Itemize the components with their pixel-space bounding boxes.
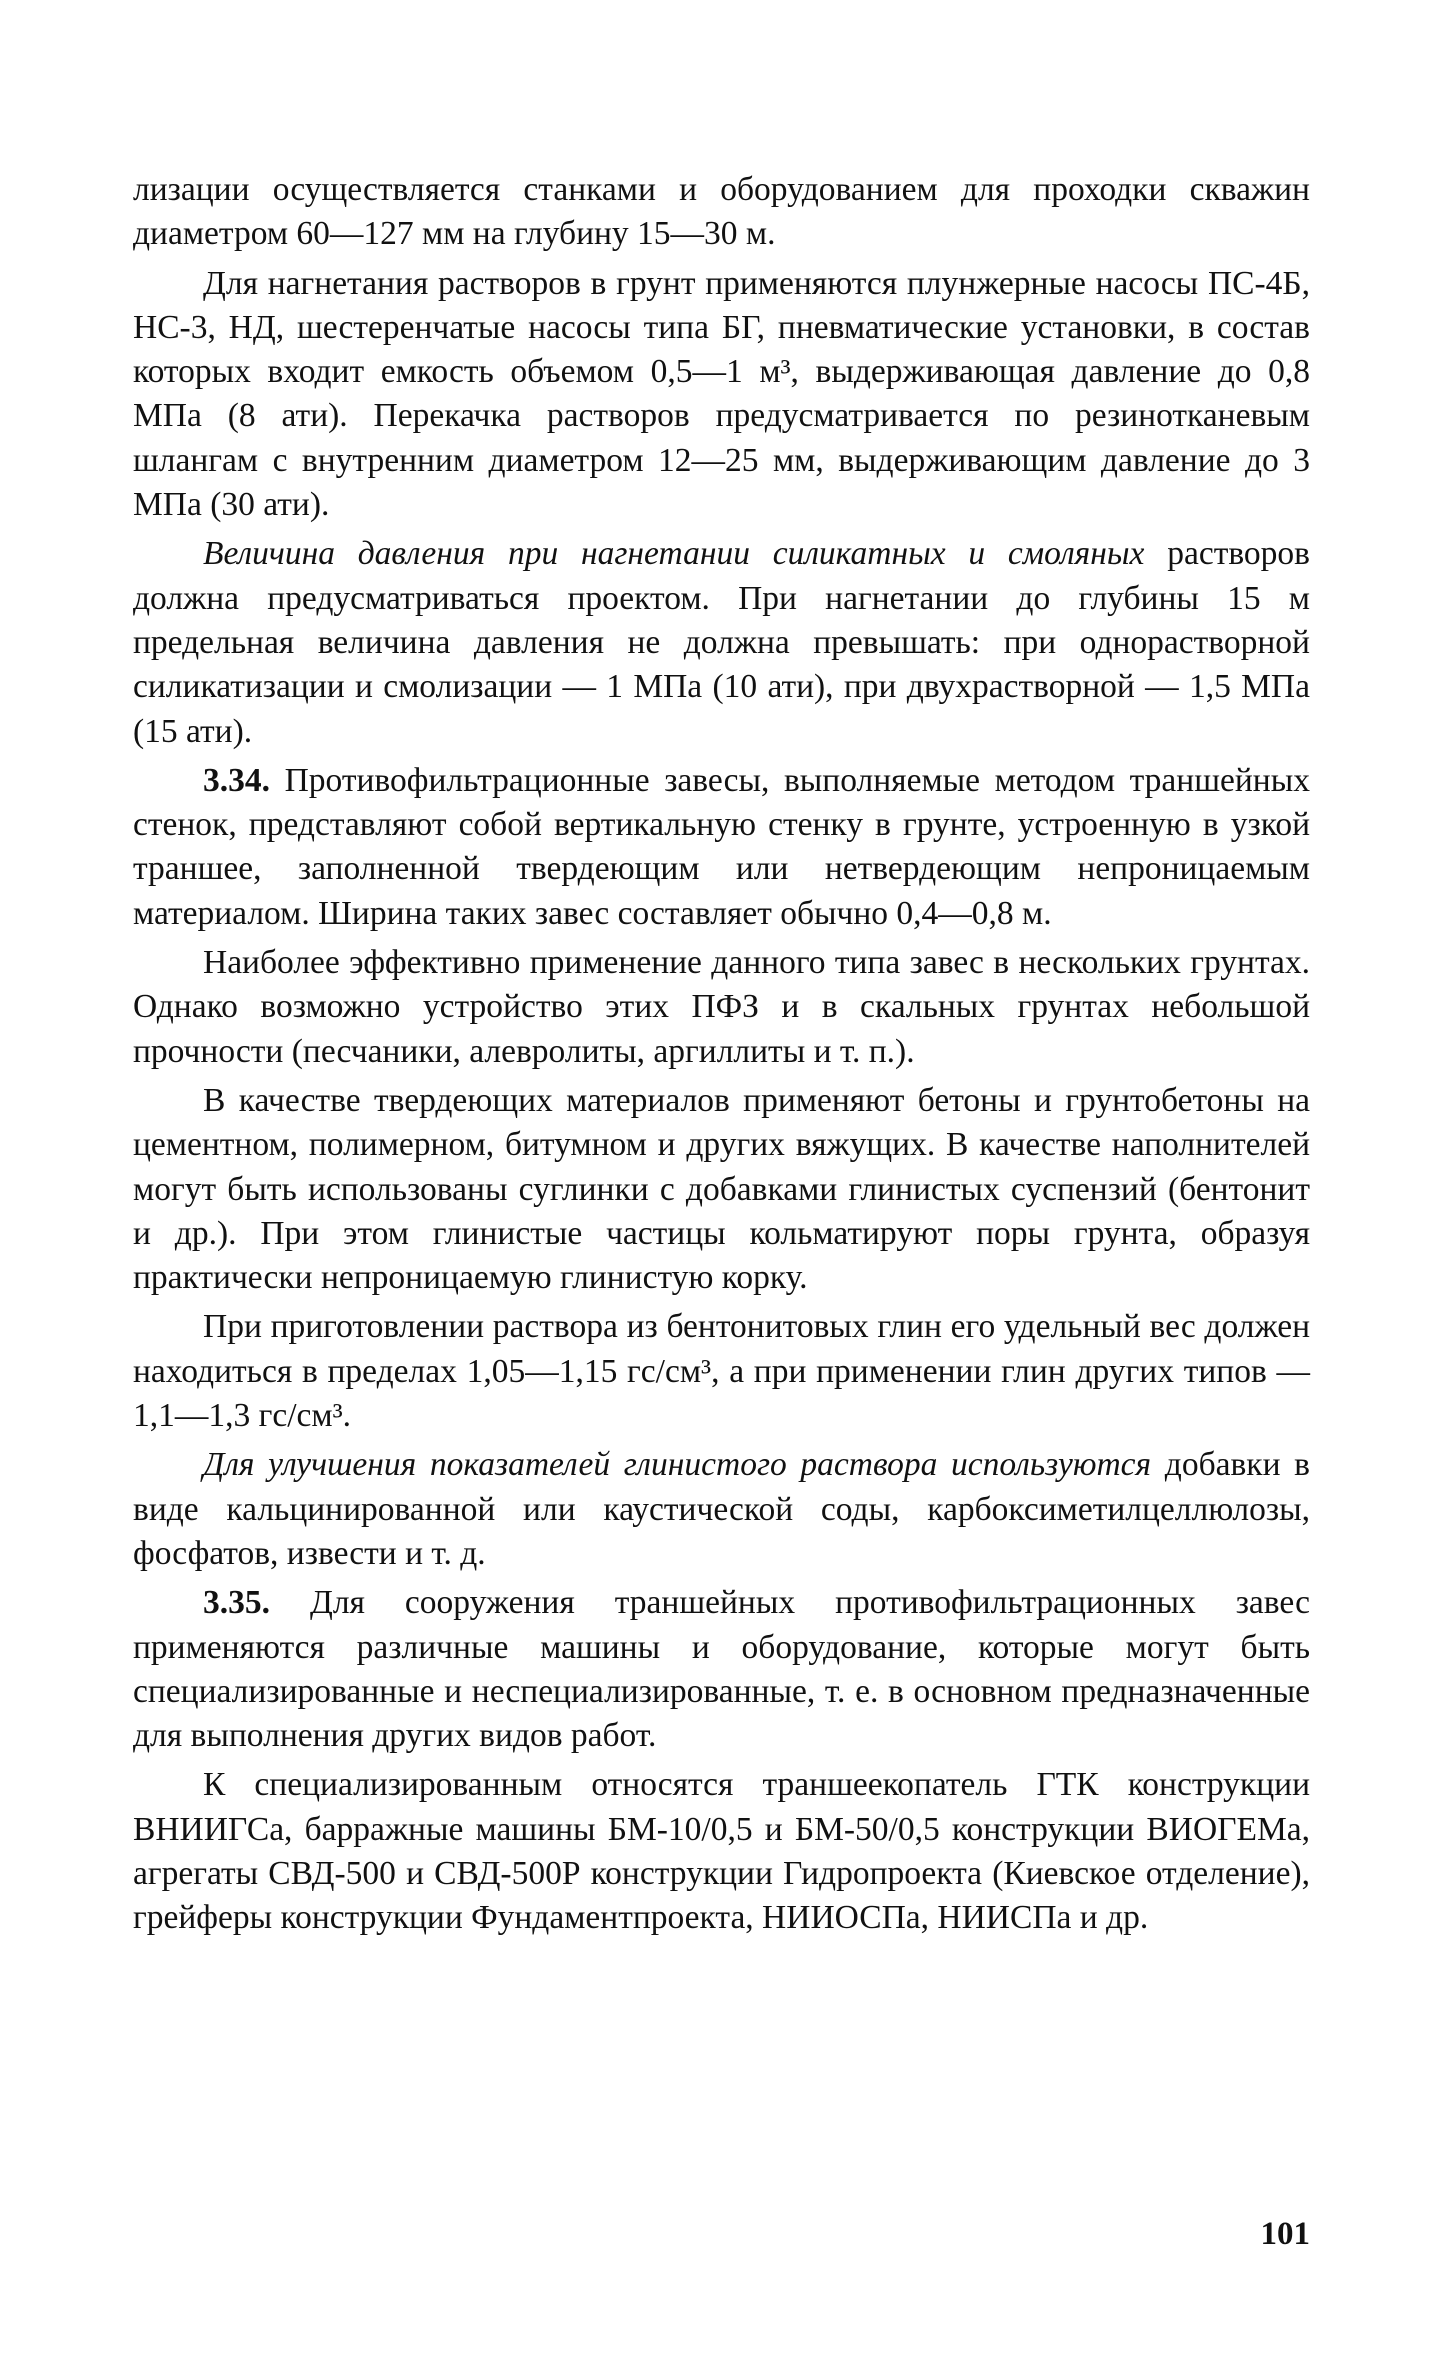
paragraph-specialized-machines: К специализированным относятся траншеекопатель ГТК конструкции ВНИИГСа, барражные машины БМ-10/0,5 и БМ-50/0,5 конструкции ВИОГЕМа, агрегаты СВД-500 и СВД-500Р конструкции Гидропроекта (Киевское отделение), грейферы конструкции Фундаментпроекта, НИИОСПа, НИИСПа и др. <box>133 1766 1310 1937</box>
page-text <box>133 168 1310 1946</box>
additives-body: добавки в виде кальцинированной или каустической соды, карбоксиметилцеллюлозы, фосфатов, извести и т. д. <box>133 1446 1310 1572</box>
paragraph-pressure <box>133 532 1310 753</box>
paragraph-continuation: лизации осуществляется станками и оборудованием для проходки скважин диаметром 60—127 мм на глубину 15—30 м. <box>133 171 1310 253</box>
paragraph-effectiveness: Наиболее эффективно применение данного типа завес в нескольких грунтах. Однако возможно устройство этих ПФЗ и в скальных грунтах небольшой прочности (песчаники, алевролиты, аргиллиты и т. п.). <box>133 944 1310 1070</box>
additives-emphasis: Для улучшения показателей глинистого раствора используются <box>203 1446 1152 1484</box>
section-3-35-body: Для сооружения траншейных противофильтрационных завес применяются различные машины и оборудование, которые могут быть специализированные и неспециализированные, т. е. в основном предназначенные для выполнения других видов работ. <box>133 1584 1310 1755</box>
paragraph-materials: В качестве твердеющих материалов применяют бетоны и грунтобетоны на цементном, полимерном, битумном и других вяжущих. В качестве наполнителей могут быть использованы суглинки с добавками глинистых суспензий (бентонит и др.). При этом глинистые частицы кольматируют поры грунта, образуя практически непроницаемую глинистую корку. <box>133 1081 1310 1297</box>
paragraph-bentonite: При приготовлении раствора из бентонитовых глин его удельный вес должен находиться в пределах 1,05—1,15 гс/см³, а при применении глин других типов — 1,1—1,3 гс/см³. <box>133 1308 1310 1435</box>
pressure-body: растворов должна предусматриваться проектом. При нагнетании до глубины 15 м предельная величина давления не должна превышать: при однорастворной силикатизации и смолизации — 1 МПа (10 ати), при двухрастворной — 1,5 МПа (15 ати). <box>133 535 1310 750</box>
section-3-34 <box>133 759 1310 936</box>
section-number-3-34: 3.34. <box>203 761 270 799</box>
section-3-34-body: Противофильтрационные завесы, выполняемые методом траншейных стенок, представляют собой вертикальную стенку в грунте, устроенную в узкой траншее, заполненной твердеющим или нетвердеющим непроницаемым материалом. Ширина таких завес составляет обычно 0,4—0,8 м. <box>133 761 1310 932</box>
section-number-3-35: 3.35. <box>203 1584 270 1622</box>
paragraph-additives <box>133 1443 1310 1576</box>
pressure-emphasis: Величина давления при нагнетании силикатных и смоляных <box>203 535 1145 573</box>
paragraph-pumps: Для нагнетания растворов в грунт применяются плунжерные насосы ПС-4Б, НС-3, НД, шестеренчатые насосы типа БГ, пневматические установки, в состав которых входит емкость объемом 0,5—1 м³, выдерживающая давление до 0,8 МПа (8 ати). Перекачка растворов предусматривается по резинотканевым шлангам с внутренним диаметром 12—25 мм, выдерживающим давление до 3 МПа (30 ати). <box>133 264 1310 524</box>
section-3-35 <box>133 1581 1310 1758</box>
page-number: 101 <box>1260 2216 1310 2252</box>
